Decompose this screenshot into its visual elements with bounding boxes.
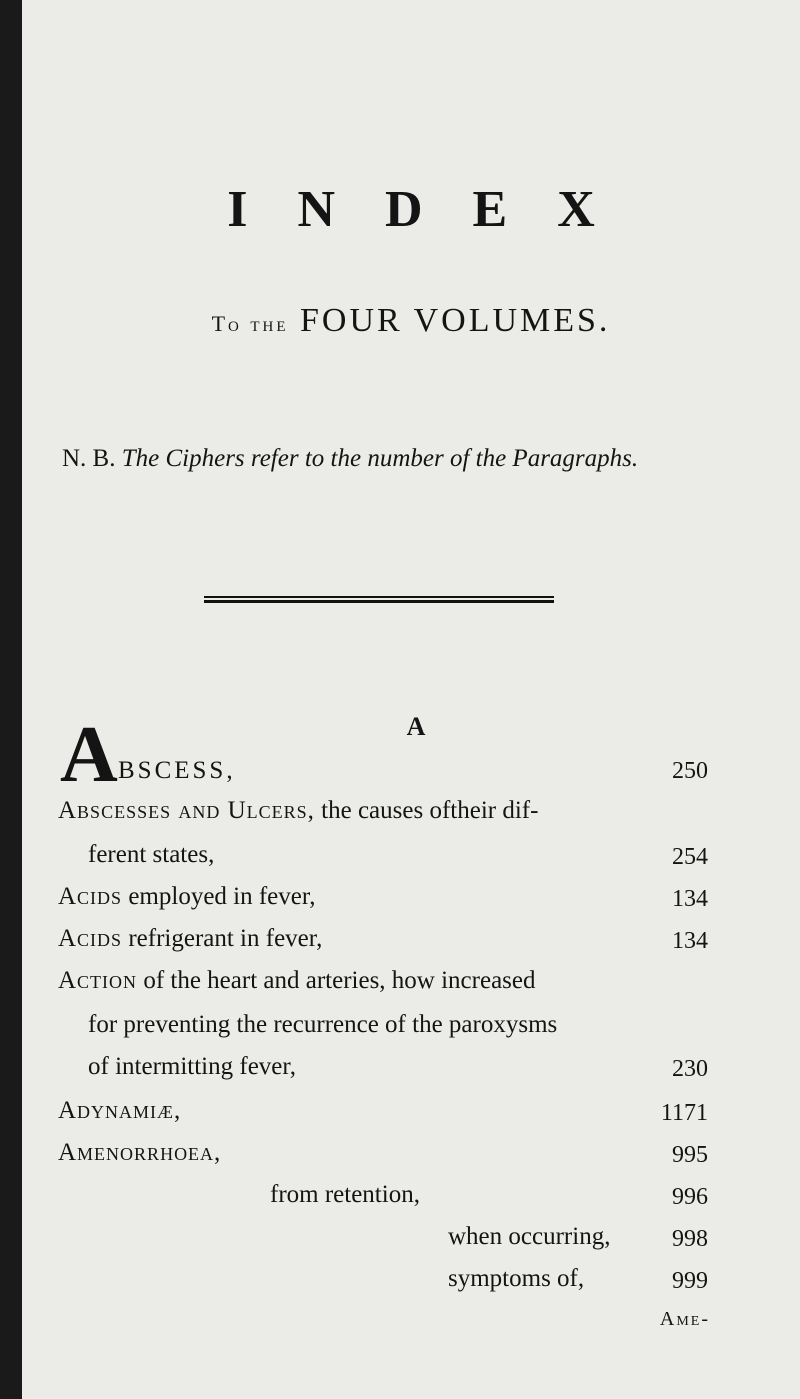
entry-text: employed in fever, bbox=[122, 883, 316, 910]
note-label: N. B. bbox=[62, 445, 116, 472]
catchword: Ame- bbox=[659, 1308, 710, 1330]
entry-number: 134 bbox=[672, 886, 708, 912]
note-text: The Ciphers refer to the number of the Paragraphs. bbox=[121, 445, 639, 472]
entry-number: 250 bbox=[672, 758, 708, 784]
entry-number: 995 bbox=[672, 1142, 708, 1168]
entry-head: Acids bbox=[58, 883, 123, 910]
index-entry-continuation: ferent states, bbox=[88, 841, 215, 868]
index-entry bbox=[58, 882, 315, 912]
index-subentry: when occurring, bbox=[448, 1223, 611, 1250]
entry-number: 996 bbox=[672, 1184, 708, 1210]
subtitle-prefix: To the bbox=[211, 311, 289, 336]
index-entry bbox=[58, 966, 536, 996]
index-subentry: symptoms of, bbox=[448, 1265, 585, 1292]
index-subentry: from retention, bbox=[270, 1181, 420, 1208]
entry-number: 230 bbox=[672, 1056, 708, 1082]
page-title: INDEX bbox=[227, 181, 645, 238]
entry-head: Abscesses and Ulcers, bbox=[58, 797, 315, 824]
entry-number: 254 bbox=[672, 844, 708, 870]
paragraph-note bbox=[62, 445, 638, 473]
index-entry-head bbox=[118, 756, 236, 786]
index-entry-continuation: for preventing the recurrence of the paroxysms bbox=[88, 1011, 558, 1038]
index-entry bbox=[58, 1096, 181, 1126]
entry-head: Amenorrhoea, bbox=[58, 1139, 222, 1166]
page-subtitle bbox=[22, 302, 800, 340]
entry-number: 134 bbox=[672, 928, 708, 954]
book-page bbox=[22, 0, 800, 1399]
drop-cap: A bbox=[60, 711, 118, 799]
entry-number: 999 bbox=[672, 1268, 708, 1294]
entry-text: refrigerant in fever, bbox=[122, 925, 323, 952]
entry-head: Adynamiæ, bbox=[58, 1097, 182, 1124]
entry-number: 998 bbox=[672, 1226, 708, 1252]
subtitle-main: FOUR VOLUMES. bbox=[300, 302, 611, 339]
section-letter-heading: A bbox=[406, 712, 426, 741]
double-rule-divider bbox=[204, 596, 554, 603]
entry-text: of the heart and arteries, how increased bbox=[137, 967, 536, 994]
index-entry-continuation: of intermitting fever, bbox=[88, 1053, 296, 1080]
entry-head: BSCESS, bbox=[118, 757, 236, 784]
entry-head: Action bbox=[58, 967, 138, 994]
index-entry bbox=[58, 1138, 221, 1168]
index-entry bbox=[58, 924, 322, 954]
entry-head: Acids bbox=[58, 925, 123, 952]
entry-text: the causes oftheir dif- bbox=[314, 797, 539, 824]
entry-number: 1171 bbox=[660, 1100, 708, 1126]
index-entry bbox=[58, 796, 538, 826]
